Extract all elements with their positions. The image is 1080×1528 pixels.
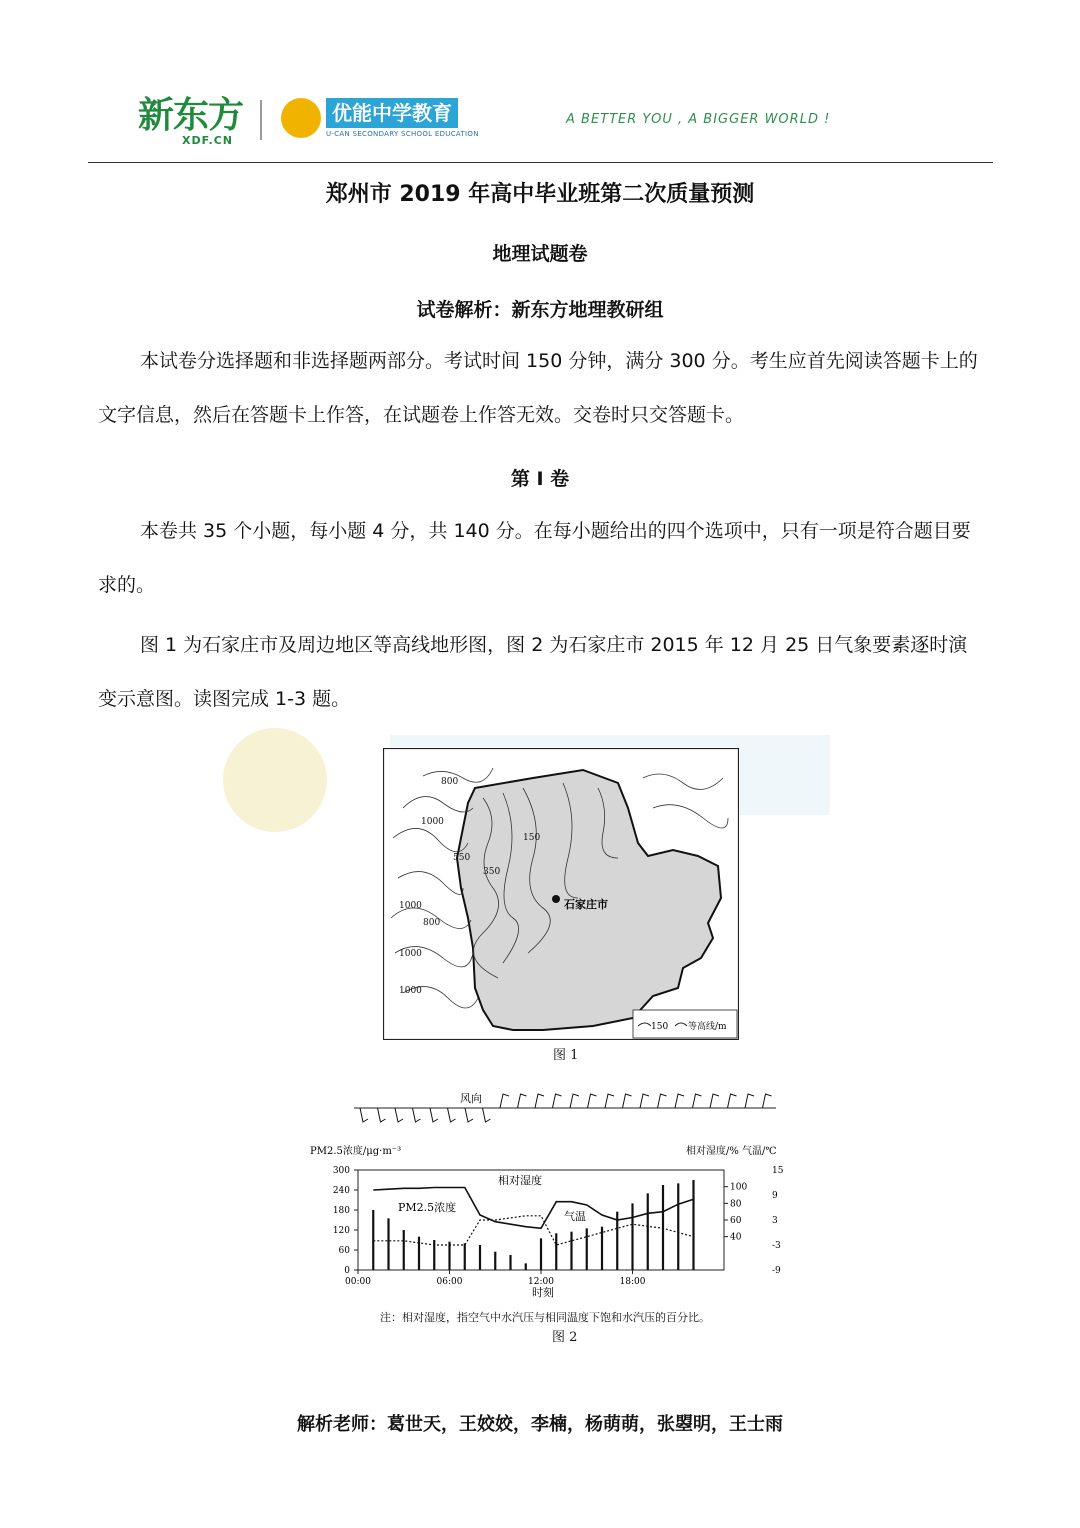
- temp-series-label: 气温: [564, 1210, 586, 1223]
- wind-barb-icon: [710, 1094, 719, 1108]
- doc-subtitle: 地理试题卷: [492, 243, 588, 265]
- teachers-credit: 解析老师：葛世天，王姣姣，李楠，杨萌萌，张曌明，王士雨: [297, 1414, 783, 1435]
- contour-label: 1000: [421, 817, 444, 827]
- volume-intro: 本卷共 35 个小题，每小题 4 分，共 140 分。在每小题给出的四个选项中，只有一项是符合题目要求的。: [98, 520, 971, 596]
- wind-barb-icon: [623, 1094, 632, 1108]
- x-tick-label: 18:00: [619, 1277, 646, 1287]
- figure2-chart: [306, 1080, 786, 1308]
- figure1-caption: 图 1: [553, 1048, 579, 1063]
- wind-barb-icon: [570, 1094, 579, 1108]
- ucan-logo-sub: U-CAN SECONDARY SCHOOL EDUCATION: [326, 130, 479, 138]
- page-header: [88, 88, 993, 163]
- temp-tick-label: 9: [772, 1191, 778, 1201]
- pm-bars: [373, 1180, 693, 1270]
- humidity-tick-label: 80: [730, 1199, 742, 1210]
- wind-barb-icon: [413, 1108, 421, 1122]
- x-axis-label: 时刻: [532, 1286, 554, 1299]
- wind-label: 风向: [460, 1092, 482, 1105]
- contour-label: 1000: [399, 949, 422, 959]
- wind-barb-icon: [745, 1094, 754, 1108]
- figure2-caption: 图 2: [552, 1330, 578, 1345]
- right-axis: [724, 1166, 784, 1276]
- volume-heading: 第 I 卷: [510, 468, 570, 490]
- xdf-logo-text: 新东方: [138, 95, 244, 136]
- x-axis: [345, 1270, 646, 1287]
- humidity-tick-label: 60: [730, 1216, 742, 1226]
- city-marker-icon: [552, 895, 560, 903]
- temperature-line: [373, 1216, 693, 1245]
- logo-divider: [260, 100, 262, 140]
- xdf-logo: [138, 95, 244, 147]
- humidity-tick-label: 40: [730, 1232, 742, 1243]
- contour-label: 800: [423, 918, 441, 928]
- wind-barb-icon: [430, 1108, 438, 1122]
- slogan: A BETTER YOU , A BIGGER WORLD !: [566, 112, 831, 127]
- contour-label: 550: [453, 853, 471, 863]
- pm-series-label: PM2.5浓度: [398, 1201, 457, 1214]
- x-tick-label: 12:00: [528, 1277, 554, 1287]
- temp-tick-label: 3: [772, 1216, 778, 1226]
- wind-barb-icon: [728, 1094, 737, 1108]
- contour-label: 1000: [399, 901, 422, 911]
- humidity-series-label: 相对湿度: [498, 1174, 542, 1187]
- wind-barb-icon: [465, 1108, 473, 1122]
- left-axis: [333, 1166, 358, 1276]
- wind-barb-icon: [483, 1108, 491, 1122]
- contour-label: 350: [483, 867, 501, 877]
- left-tick-label: 300: [332, 1166, 350, 1176]
- wind-barb-icon: [535, 1094, 544, 1108]
- figure1-contour-map: [383, 748, 739, 1040]
- analysis-credit: 试卷解析：新东方地理教研组: [416, 299, 664, 321]
- wind-barb-icon: [675, 1094, 684, 1108]
- left-tick-label: 180: [332, 1206, 350, 1216]
- left-tick-label: 60: [338, 1246, 350, 1256]
- intro-paragraph: 本试卷分选择题和非选择题两部分。考试时间 150 分钟，满分 300 分。考生应首先阅读答题卡上的文字信息，然后在答题卡上作答，在试题卷上作答无效。交卷时只交答题卡。: [98, 350, 978, 426]
- pm-axis-label: PM2.5浓度/μg·m⁻³: [310, 1146, 402, 1157]
- header-divider: [88, 162, 993, 163]
- temp-tick-label: -9: [772, 1266, 781, 1276]
- legend-value: 150: [651, 1022, 669, 1032]
- right-axis-label: 相对湿度/% 气温/℃: [686, 1146, 777, 1157]
- wind-barb-icon: [588, 1094, 597, 1108]
- city-label: 石家庄市: [564, 898, 608, 911]
- left-tick-label: 120: [332, 1226, 350, 1236]
- wind-barb-icon: [448, 1108, 456, 1122]
- ucan-logo-text: 优能中学教育: [326, 98, 458, 128]
- temp-tick-label: -3: [772, 1241, 781, 1251]
- xdf-logo-sub: XDF.CN: [182, 134, 233, 147]
- temp-tick-label: 15: [772, 1166, 784, 1176]
- x-tick-label: 00:00: [345, 1277, 371, 1287]
- wind-barb-icon: [693, 1094, 702, 1108]
- wind-barb-icon: [360, 1108, 368, 1122]
- question-intro: 图 1 为石家庄市及周边地区等高线地形图，图 2 为石家庄市 2015 年 12 月 25 日气象要素逐时演变示意图。读图完成 1-3 题。: [98, 634, 968, 710]
- contour-label: 800: [441, 777, 459, 787]
- wind-barb-icon: [658, 1094, 667, 1108]
- contour-label: 1000: [399, 986, 422, 996]
- wind-barb-icon: [378, 1108, 386, 1122]
- wind-barb-icon: [518, 1094, 527, 1108]
- left-tick-label: 240: [332, 1186, 350, 1196]
- figure2-note: 注：相对湿度，指空气中水汽压与相同温度下饱和水汽压的百分比。: [380, 1311, 710, 1324]
- wind-barb-icon: [605, 1094, 614, 1108]
- watermark-icon: [223, 728, 327, 832]
- wind-barb-icon: [500, 1094, 509, 1108]
- wind-barb-icon: [553, 1094, 562, 1108]
- ucan-logo-icon: [281, 98, 321, 138]
- wind-barb-icon: [763, 1094, 772, 1108]
- wind-barb-icon: [395, 1108, 403, 1122]
- legend-label: 等高线/m: [688, 1022, 727, 1032]
- contour-label: 150: [523, 833, 541, 843]
- x-tick-label: 06:00: [436, 1277, 463, 1287]
- doc-title: 郑州市 2019 年高中毕业班第二次质量预测: [325, 182, 755, 207]
- wind-barb-icon: [640, 1094, 649, 1108]
- humidity-tick-label: 100: [730, 1182, 748, 1193]
- left-tick-label: 0: [344, 1266, 350, 1276]
